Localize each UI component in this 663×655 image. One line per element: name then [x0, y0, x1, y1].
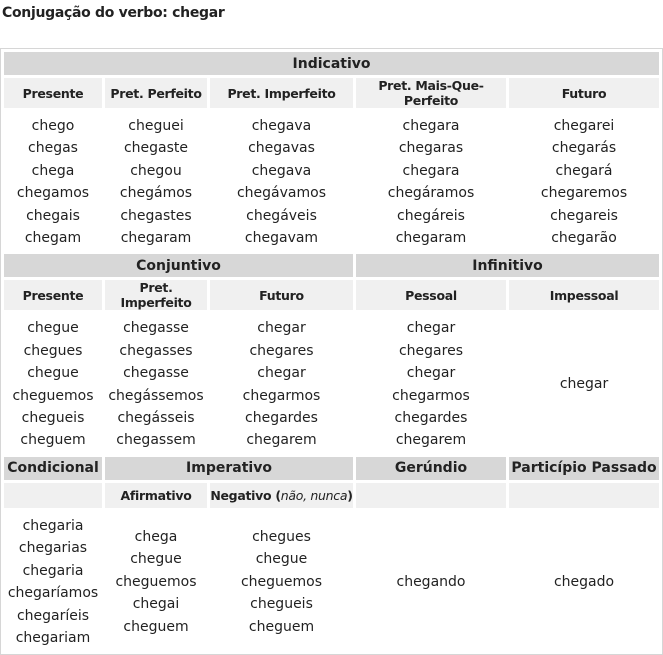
form: cheguemos: [115, 573, 197, 590]
imperativo-negativo-label: Negativo: [210, 487, 272, 503]
form: chegarmos: [392, 387, 470, 404]
form: chegara: [402, 162, 460, 179]
form: chegaremos: [540, 185, 628, 202]
form: chegaríamos: [7, 585, 99, 602]
form: chegues: [23, 342, 83, 359]
form: chegarás: [551, 140, 617, 157]
indicativo-pret-perfeito-label: Pret. Perfeito: [105, 78, 207, 108]
form: cheguei: [128, 118, 184, 134]
form: chegaria: [22, 517, 84, 534]
imperativo-negativo-note: não, nunca: [280, 487, 348, 503]
form: chega: [31, 162, 75, 179]
infinitivo-pessoal-label: Pessoal: [356, 280, 506, 310]
form: chegareis: [550, 207, 618, 224]
form: cheguemos: [12, 387, 94, 404]
form: chegava: [251, 162, 312, 179]
form: chegassem: [116, 432, 196, 449]
form: chegardes: [245, 410, 318, 427]
form: chego: [31, 118, 75, 134]
conjuntivo-futuro-forms: [210, 313, 353, 453]
indicativo-pret-mais-que-perfeito-forms: [356, 111, 506, 251]
conjugation-table-wrapper: [0, 48, 663, 648]
participio-form: chegado: [509, 511, 659, 651]
imperativo-afirmativo-label: Afirmativo: [105, 483, 207, 508]
infinitivo-impessoal-label: Impessoal: [509, 280, 659, 310]
conjuntivo-header: Conjuntivo: [4, 254, 353, 277]
form: chegaras: [398, 140, 464, 157]
form: chegares: [249, 342, 314, 359]
form: chegaríeis: [16, 607, 90, 624]
indicativo-futuro-forms: [509, 111, 659, 251]
form: chegavam: [244, 230, 319, 247]
form: chegueis: [21, 410, 85, 427]
form: cheguem: [123, 618, 189, 635]
form: chegasses: [119, 342, 193, 359]
indicativo-presente-forms: [4, 111, 102, 251]
form: chegar: [406, 365, 456, 382]
conjuntivo-presente-label: Presente: [4, 280, 102, 310]
indicativo-pret-perfeito-forms: [105, 111, 207, 251]
form: chegara: [402, 118, 460, 134]
form: chegarem: [395, 432, 467, 449]
indicativo-pret-imperfeito-forms: [210, 111, 353, 251]
form: chegará: [555, 162, 613, 179]
form: chegámos: [119, 185, 193, 202]
form: chegares: [398, 342, 463, 359]
form: chegáramos: [387, 185, 475, 202]
form: chegasse: [123, 320, 189, 337]
form: chega: [134, 529, 178, 546]
form: cheguemos: [240, 573, 323, 590]
conjuntivo-pret-imperfeito-forms: [105, 313, 207, 453]
indicativo-header: Indicativo: [4, 52, 659, 75]
conjuntivo-futuro-label: Futuro: [210, 280, 353, 310]
condicional-header: Condicional: [4, 457, 102, 480]
form: chegas: [28, 140, 78, 157]
form: chegaram: [395, 230, 467, 247]
conjuntivo-presente-forms: [4, 313, 102, 453]
condicional-sub-blank: [4, 483, 102, 508]
form: chegamos: [16, 185, 90, 202]
form: chegava: [251, 118, 312, 134]
form: chegarmos: [242, 387, 321, 404]
gerundio-form: chegando: [356, 511, 506, 651]
form: chegou: [130, 162, 182, 179]
imperativo-header: Imperativo: [105, 457, 353, 480]
form: chegavas: [248, 140, 315, 157]
form: chegai: [132, 596, 180, 613]
form: chegar: [257, 320, 306, 337]
condicional-forms: [4, 511, 102, 651]
form: chegasse: [123, 365, 189, 382]
conjuntivo-pret-imperfeito-label: Pret. Imperfeito: [105, 280, 207, 310]
form: chegarão: [551, 230, 617, 247]
indicativo-pret-imperfeito-label: Pret. Imperfeito: [210, 78, 353, 108]
form: chegais: [26, 207, 80, 224]
form: cheguem: [248, 618, 315, 635]
form: chegue: [130, 551, 182, 568]
indicativo-pret-mais-que-perfeito-label: Pret. Mais-Que-Perfeito: [356, 78, 506, 108]
form: chegues: [252, 529, 311, 546]
form: chegaria: [22, 562, 84, 579]
form: chegue: [27, 365, 79, 382]
form: chegarias: [18, 540, 88, 557]
indicativo-presente-label: Presente: [4, 78, 102, 108]
gerundio-header: Gerúndio: [356, 457, 506, 480]
form: chegarei: [553, 118, 615, 134]
indicativo-futuro-label: Futuro: [509, 78, 659, 108]
form: chegar: [257, 365, 306, 382]
form: chegue: [255, 551, 308, 568]
participio-sub-blank: [509, 483, 659, 508]
imperativo-negativo-label-cell: Negativo (não, nunca): [210, 483, 353, 508]
form: chegásseis: [117, 410, 195, 427]
page-title: Conjugação do verbo: chegar: [2, 5, 225, 21]
form: chegue: [27, 320, 79, 337]
form: chegáveis: [246, 207, 317, 224]
form: chegávamos: [236, 185, 326, 202]
form: chegaram: [120, 230, 192, 247]
form: cheguem: [20, 432, 86, 449]
infinitivo-pessoal-forms: [356, 313, 506, 453]
form: chegariam: [15, 629, 91, 646]
imperativo-afirmativo-forms: [105, 511, 207, 651]
form: chegastes: [120, 207, 192, 224]
gerundio-sub-blank: [356, 483, 506, 508]
form: chegássemos: [108, 387, 204, 404]
participio-header: Particípio Passado: [509, 457, 659, 480]
form: chegarem: [246, 432, 317, 449]
imperativo-negativo-forms: [210, 511, 353, 651]
form: chegar: [406, 320, 456, 337]
form: chegardes: [394, 410, 468, 427]
infinitivo-header: Infinitivo: [356, 254, 659, 277]
conjugation-table: [0, 48, 663, 655]
form: chegam: [24, 230, 82, 247]
form: chegaste: [123, 140, 189, 157]
form: chegueis: [250, 596, 313, 613]
infinitivo-impessoal-form: chegar: [509, 313, 659, 453]
form: chegáreis: [397, 207, 465, 224]
